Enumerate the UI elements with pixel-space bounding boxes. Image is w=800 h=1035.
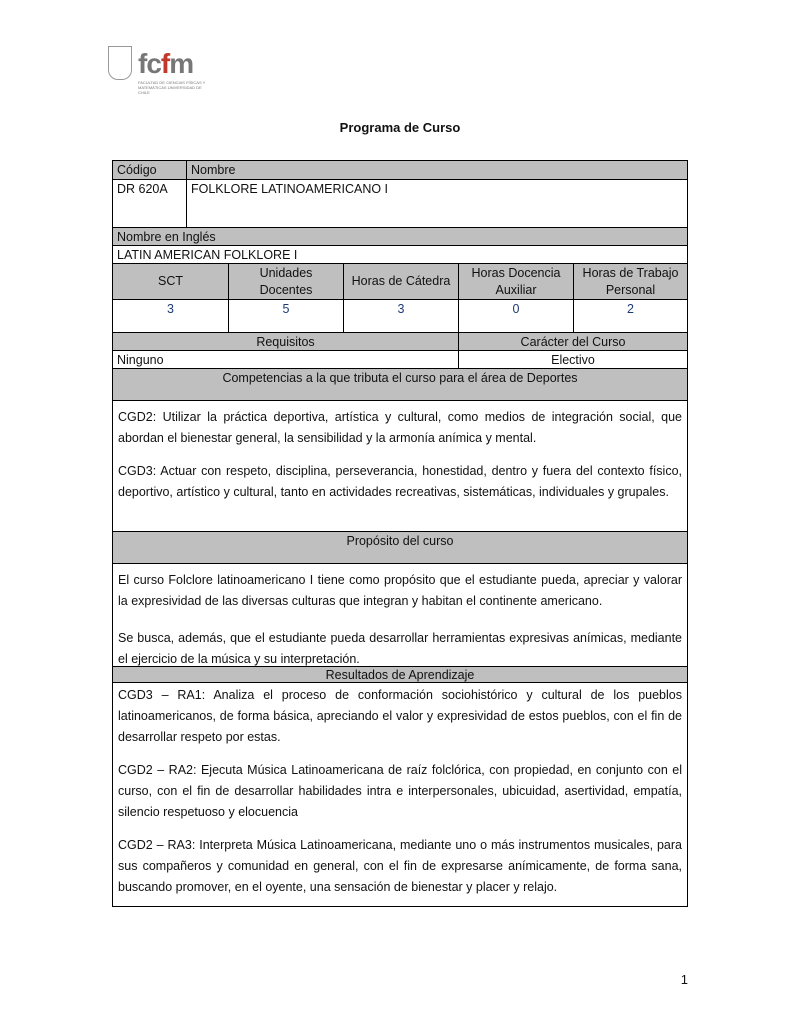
- proposito-item: Se busca, además, que el estudiante pueda desarrollar herramientas expresivas anímicas, mediante el ejercicio de la música y su interpretación.: [118, 631, 682, 666]
- proposito-item: El curso Folclore latinoamericano I tiene como propósito que el estudiante pueda, apreciar y valorar la expresividad de las diversas culturas que integran y habitan el continente americano.: [118, 573, 682, 608]
- nombre-label: Nombre: [186, 161, 687, 179]
- codigo-value: DR 620A: [117, 182, 168, 196]
- logo-text: fc: [138, 48, 161, 79]
- resultados-content: [113, 683, 687, 906]
- proposito-content: [113, 564, 687, 666]
- horas-catedra-header: Horas de Cátedra: [343, 264, 458, 299]
- page-title: Programa de Curso: [339, 120, 461, 135]
- sct-value: 3: [167, 302, 174, 316]
- nombre-ingles-label: Nombre en Inglés: [117, 230, 216, 244]
- caracter-label: Carácter del Curso: [458, 333, 687, 350]
- logo-text-end: m: [169, 48, 194, 79]
- requisitos-label: Requisitos: [256, 335, 315, 349]
- unidades-docentes-header: Unidades Docentes: [228, 264, 343, 299]
- unidades-docentes-value: 5: [228, 300, 343, 332]
- horas-auxiliar-value: 0: [458, 300, 573, 332]
- course-table: [112, 160, 688, 907]
- horas-personal-value: 2: [573, 300, 687, 332]
- page-number: 1: [680, 972, 688, 987]
- competencia-item: CGD3: Actuar con respeto, disciplina, perseverancia, honestidad, dentro y fuera del contexto físico, deportivo, artístico y cultural, tanto en actividades recreativas, sistemáticas, individuales y grupales.: [118, 464, 682, 499]
- competencias-content: [113, 401, 687, 531]
- resultado-item: CGD3 – RA1: Analiza el proceso de conformación sociohistórico y cultural de los pueblos latinoamericanos, de forma básica, apreciando el valor y expresividad de estos pueblos, con el fin de desarrollar respeto por estas.: [118, 688, 682, 744]
- resultado-item: CGD2 – RA3: Interpreta Música Latinoamericana, mediante uno o más instrumentos musicales, para sus compañeros y comunidad en general, con el fin de expresarse anímicamente, de forma sana, buscando promover, en el oyente, una sensación de bienestar y placer y relajo.: [118, 838, 682, 894]
- sct-header: SCT: [158, 274, 183, 288]
- proposito-header: Propósito del curso: [346, 534, 454, 548]
- horas-catedra-value: 3: [343, 300, 458, 332]
- caracter-value: Electivo: [458, 351, 687, 368]
- requisitos-value: Ninguno: [117, 353, 164, 367]
- codigo-label: Código: [117, 163, 157, 177]
- university-crest-icon: [108, 46, 132, 80]
- horas-auxiliar-header: Horas Docencia Auxiliar: [458, 264, 573, 299]
- nombre-value: FOLKLORE LATINOAMERICANO I: [186, 180, 687, 227]
- resultados-header: Resultados de Aprendizaje: [325, 668, 475, 682]
- resultado-item: CGD2 – RA2: Ejecuta Música Latinoamericana de raíz folclórica, con propiedad, en conjunto con el curso, con el fin de desarrollar habilidades intra e interpersonales, ubicuidad, asertividad, empatía, silencio respetuoso y elocuencia: [118, 763, 682, 819]
- nombre-ingles-value: LATIN AMERICAN FOLKLORE I: [117, 248, 298, 262]
- logo-text-accent: f: [160, 48, 170, 79]
- competencias-header: Competencias a la que tributa el curso para el área de Deportes: [222, 371, 578, 385]
- competencia-item: CGD2: Utilizar la práctica deportiva, artística y cultural, como medios de integración social, que abordan el bienestar general, la sensibilidad y la armonía anímica y mental.: [118, 410, 682, 445]
- horas-personal-header: Horas de Trabajo Personal: [573, 264, 687, 299]
- fcfm-logo: [108, 44, 208, 94]
- logo-subtitle: FACULTAD DE CIENCIAS FÍSICAS Y MATEMÁTICAS UNIVERSIDAD DE CHILE: [138, 80, 206, 95]
